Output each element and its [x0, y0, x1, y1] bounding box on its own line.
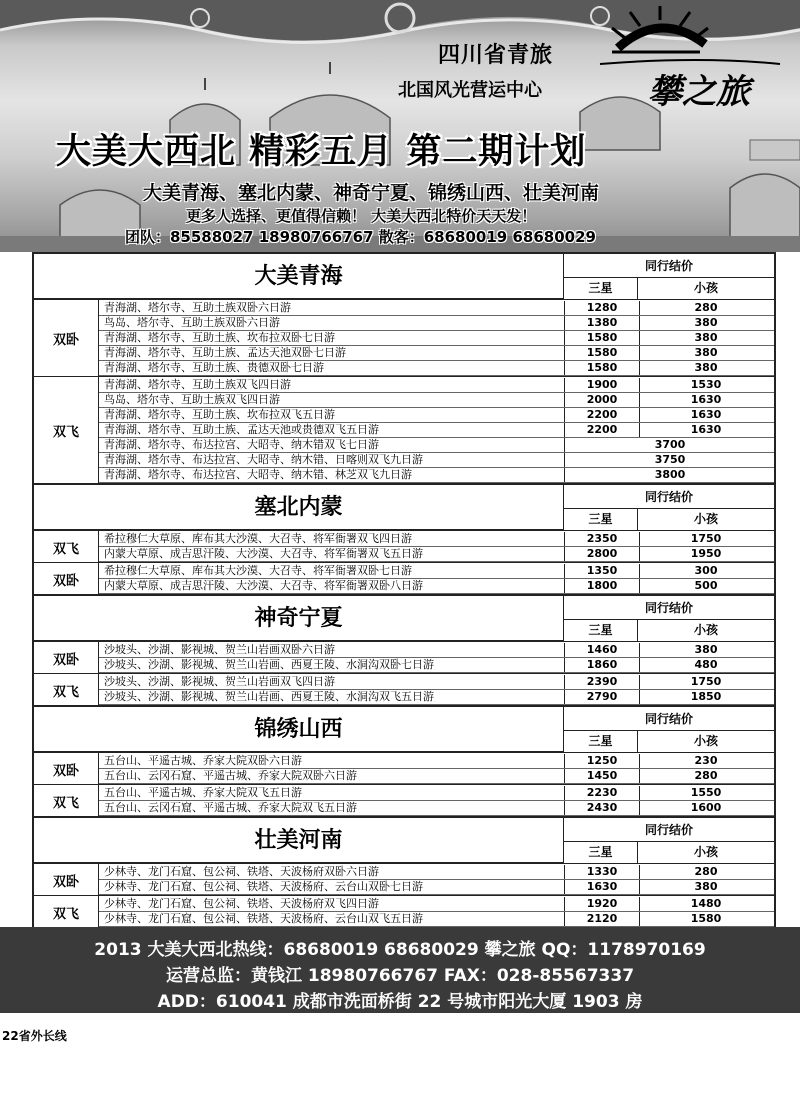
- section-4: [34, 705, 774, 816]
- price-star: 1900: [564, 378, 640, 392]
- route-text: 五台山、云冈石窟、平遥古城、乔家大院双卧六日游: [104, 769, 357, 782]
- table-row: [99, 438, 774, 453]
- col-header-star: 三星: [564, 731, 638, 752]
- price-star: 2790: [564, 690, 640, 704]
- table-row: [99, 393, 774, 408]
- table-row: [99, 408, 774, 423]
- price-star: 2200: [564, 423, 640, 437]
- price-star: 1380: [564, 316, 640, 330]
- price-child: 1600: [690, 801, 722, 814]
- col-header-star: 三星: [564, 842, 638, 863]
- section-2: [34, 483, 774, 594]
- price-child: 380: [694, 331, 718, 344]
- section-title: 大美青海: [34, 254, 564, 299]
- col-header-child: 小孩: [693, 623, 718, 637]
- route-text: 青海湖、塔尔寺、互助土族、坎布拉双飞五日游: [104, 408, 335, 421]
- tour-group: [34, 784, 774, 816]
- table-row: [99, 690, 774, 705]
- price-child: 500: [694, 579, 718, 592]
- group-label: 双飞: [34, 674, 99, 706]
- table-row: [99, 658, 774, 673]
- org-name: 四川省青旅: [438, 43, 554, 68]
- price-header: 同行结价: [564, 596, 774, 620]
- group-label: 双飞: [34, 377, 99, 484]
- tour-group: [34, 895, 774, 927]
- table-row: [99, 754, 774, 769]
- price-child: 1750: [690, 532, 722, 545]
- route-text: 希拉穆仁大草原、库布其大沙漠、大召寺、将军衙署双飞四日游: [104, 532, 412, 545]
- table-row: [99, 547, 774, 562]
- price-single: 3800: [564, 468, 775, 482]
- route-text: 内蒙大草原、成吉思汗陵、大沙漠、大召寺、将军衙署双卧八日游: [104, 579, 423, 592]
- route-text: 少林寺、龙门石窟、包公祠、铁塔、天波杨府双飞四日游: [104, 897, 379, 910]
- footer-address: ADD：610041 成都市洗面桥街 22 号城市阳光大厦 1903 房: [157, 992, 643, 1012]
- price-star: 1460: [564, 643, 640, 657]
- tour-group: [34, 863, 774, 895]
- route-text: 少林寺、龙门石窟、包公祠、铁塔、天波杨府双卧六日游: [104, 865, 379, 878]
- tour-group: [34, 641, 774, 673]
- price-child: 380: [694, 361, 718, 374]
- price-star: 1580: [564, 346, 640, 360]
- table-row: [99, 453, 774, 468]
- group-label: 双卧: [34, 300, 99, 377]
- price-child: 1750: [690, 675, 722, 688]
- price-header: 同行结价: [564, 485, 774, 509]
- route-text: 沙坡头、沙湖、影视城、贺兰山岩画、西夏王陵、水洞沟双飞五日游: [104, 690, 434, 703]
- route-text: 沙坡头、沙湖、影视城、贺兰山岩画双卧六日游: [104, 643, 335, 656]
- price-star: 2390: [564, 675, 640, 689]
- price-child: 1550: [690, 786, 722, 799]
- route-text: 沙坡头、沙湖、影视城、贺兰山岩画、西夏王陵、水洞沟双卧七日游: [104, 658, 434, 671]
- route-text: 青海湖、塔尔寺、布达拉宫、大昭寺、纳木错、日喀则双飞九日游: [104, 453, 423, 466]
- section-5: [34, 816, 774, 927]
- table-row: [99, 564, 774, 579]
- price-star: 1580: [564, 361, 640, 375]
- col-header-star: 三星: [564, 278, 638, 299]
- price-star: 1350: [564, 564, 640, 578]
- section-title: 壮美河南: [34, 818, 564, 863]
- table-row: [99, 769, 774, 784]
- table-row: [99, 361, 774, 376]
- route-text: 青海湖、塔尔寺、互助土族双飞四日游: [104, 378, 291, 391]
- col-header-star: 三星: [564, 620, 638, 641]
- price-child: 480: [694, 658, 718, 671]
- route-text: 青海湖、塔尔寺、互助土族、贵德双卧七日游: [104, 361, 324, 374]
- group-label: 双卧: [34, 563, 99, 595]
- section-title: 塞北内蒙: [34, 485, 564, 530]
- price-single: 3700: [564, 438, 775, 452]
- price-child: 280: [694, 865, 718, 878]
- slogan: 更多人选择、更值得信赖！ 大美大西北特价天天发！: [186, 207, 537, 225]
- footer-director: 运营总监：黄钱江 18980766767 FAX：028-85567337: [165, 966, 635, 986]
- price-star: 1800: [564, 579, 640, 593]
- route-text: 鸟岛、塔尔寺、互助土族双飞四日游: [104, 393, 280, 406]
- table-row: [99, 378, 774, 393]
- price-child: 1530: [690, 378, 722, 391]
- route-text: 青海湖、塔尔寺、布达拉宫、大昭寺、纳木错双飞七日游: [104, 438, 379, 451]
- table-row: [99, 912, 774, 927]
- price-child: 380: [694, 346, 718, 359]
- price-single: 3750: [564, 453, 775, 467]
- footer-bar: [0, 927, 800, 1013]
- main-title: 大美大西北 精彩五月 第二期计划: [56, 132, 587, 172]
- contact-line: 团队：85588027 18980766767 散客：68680019 68680029: [125, 228, 596, 246]
- price-star: 1630: [564, 880, 640, 894]
- table-row: [99, 301, 774, 316]
- table-row: [99, 880, 774, 895]
- route-text: 鸟岛、塔尔寺、互助土族双卧六日游: [104, 316, 280, 329]
- group-label: 双卧: [34, 864, 99, 896]
- col-header-star: 三星: [564, 509, 638, 530]
- table-row: [99, 468, 774, 483]
- route-text: 青海湖、塔尔寺、互助土族、孟达天池或贵德双飞五日游: [104, 423, 379, 436]
- price-child: 230: [694, 754, 718, 767]
- table-row: [99, 897, 774, 912]
- price-star: 1330: [564, 865, 640, 879]
- tour-group: [34, 299, 774, 376]
- price-child: 1850: [690, 690, 722, 703]
- table-row: [99, 801, 774, 816]
- route-text: 少林寺、龙门石窟、包公祠、铁塔、天波杨府、云台山双飞五日游: [104, 912, 423, 925]
- org-department: 北国风光营运中心: [398, 80, 542, 101]
- col-header-child: 小孩: [693, 845, 718, 859]
- price-child: 1580: [690, 912, 722, 925]
- header-banner: [0, 0, 800, 252]
- page-note: 22省外长线: [2, 1029, 67, 1043]
- price-star: 1580: [564, 331, 640, 345]
- table-row: [99, 331, 774, 346]
- table-row: [99, 865, 774, 880]
- route-text: 内蒙大草原、成吉思汗陵、大沙漠、大召寺、将军衙署双飞五日游: [104, 547, 423, 560]
- footer-hotline: 2013 大美大西北热线：68680019 68680029 攀之旅 QQ：1178970169: [94, 940, 706, 960]
- table-row: [99, 643, 774, 658]
- price-child: 380: [694, 880, 718, 893]
- price-star: 1860: [564, 658, 640, 672]
- price-child: 1630: [690, 408, 722, 421]
- route-text: 青海湖、塔尔寺、互助土族、孟达天池双卧七日游: [104, 346, 346, 359]
- price-star: 1920: [564, 897, 640, 911]
- subtitle: 大美青海、塞北内蒙、神奇宁夏、锦绣山西、壮美河南: [143, 182, 600, 204]
- price-child: 280: [694, 301, 718, 314]
- price-child: 280: [694, 769, 718, 782]
- group-label: 双飞: [34, 531, 99, 563]
- price-star: 2430: [564, 801, 640, 815]
- tour-group: [34, 530, 774, 562]
- price-child: 380: [694, 316, 718, 329]
- price-child: 1480: [690, 897, 722, 910]
- table-row: [99, 579, 774, 594]
- route-text: 五台山、平遥古城、乔家大院双飞五日游: [104, 786, 302, 799]
- route-text: 五台山、平遥古城、乔家大院双卧六日游: [104, 754, 302, 767]
- col-header-child: 小孩: [693, 512, 718, 526]
- price-star: 2800: [564, 547, 640, 561]
- route-text: 青海湖、塔尔寺、布达拉宫、大昭寺、纳木错、林芝双飞九日游: [104, 468, 412, 481]
- tour-group: [34, 752, 774, 784]
- price-star: 1250: [564, 754, 640, 768]
- group-label: 双飞: [34, 896, 99, 928]
- price-star: 2230: [564, 786, 640, 800]
- section-1: [34, 252, 774, 483]
- table-row: [99, 316, 774, 331]
- col-header-child: 小孩: [693, 734, 718, 748]
- price-star: 2350: [564, 532, 640, 546]
- tour-group: [34, 562, 774, 594]
- col-header-child: 小孩: [693, 281, 718, 295]
- price-header: 同行结价: [564, 818, 774, 842]
- table-row: [99, 675, 774, 690]
- price-star: 2200: [564, 408, 640, 422]
- price-star: 2000: [564, 393, 640, 407]
- route-text: 少林寺、龙门石窟、包公祠、铁塔、天波杨府、云台山双卧七日游: [104, 880, 423, 893]
- table-row: [99, 423, 774, 438]
- section-title: 神奇宁夏: [34, 596, 564, 641]
- route-text: 五台山、云冈石窟、平遥古城、乔家大院双飞五日游: [104, 801, 357, 814]
- route-text: 青海湖、塔尔寺、互助土族、坎布拉双卧七日游: [104, 331, 335, 344]
- price-child: 1630: [690, 423, 722, 436]
- price-header: 同行结价: [564, 707, 774, 731]
- price-child: 1950: [690, 547, 722, 560]
- price-child: 1630: [690, 393, 722, 406]
- group-label: 双卧: [34, 642, 99, 674]
- table-row: [99, 346, 774, 361]
- price-star: 2120: [564, 912, 640, 926]
- route-text: 希拉穆仁大草原、库布其大沙漠、大召寺、将军衙署双卧七日游: [104, 564, 412, 577]
- price-star: 1280: [564, 301, 640, 315]
- brand-logo-text: 攀之旅: [648, 72, 750, 112]
- section-3: [34, 594, 774, 705]
- group-label: 双卧: [34, 753, 99, 785]
- tour-group: [34, 376, 774, 483]
- price-child: 300: [694, 564, 718, 577]
- price-star: 1450: [564, 769, 640, 783]
- price-child: 380: [694, 643, 718, 656]
- table-row: [99, 786, 774, 801]
- group-label: 双飞: [34, 785, 99, 817]
- price-header: 同行结价: [564, 254, 774, 278]
- table-row: [99, 532, 774, 547]
- section-title: 锦绣山西: [34, 707, 564, 752]
- price-table: [32, 252, 776, 927]
- route-text: 沙坡头、沙湖、影视城、贺兰山岩画双飞四日游: [104, 675, 335, 688]
- route-text: 青海湖、塔尔寺、互助土族双卧六日游: [104, 301, 291, 314]
- tour-group: [34, 673, 774, 705]
